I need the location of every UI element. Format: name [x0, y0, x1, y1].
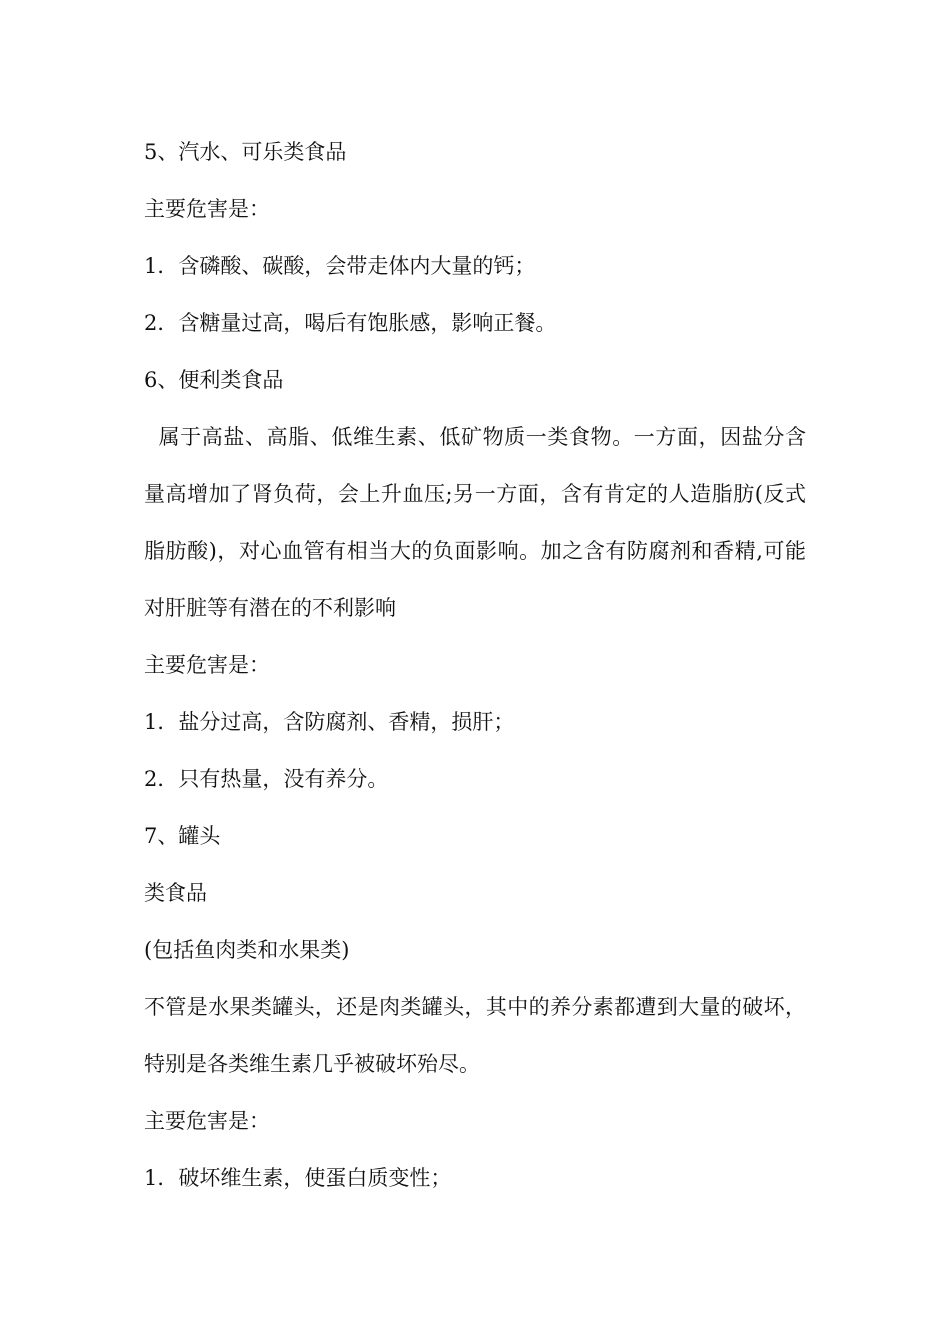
hazard-item: 2．只有热量，没有养分。 — [144, 767, 389, 791]
section-heading-5: 5、汽水、可乐类食品 — [144, 140, 347, 164]
hazard-item: 1．破坏维生素，使蛋白质变性； — [144, 1166, 452, 1190]
section-heading-7: 7、罐头 — [144, 824, 221, 848]
section-heading-6: 6、便利类食品 — [144, 368, 284, 392]
hazard-item: 1．含磷酸、碳酸，会带走体内大量的钙； — [144, 254, 536, 278]
section-subheading: (包括鱼肉类和水果类) — [144, 938, 350, 962]
hazard-heading: 主要危害是： — [144, 653, 270, 677]
hazard-heading: 主要危害是： — [144, 197, 270, 221]
hazard-item: 1．盐分过高，含防腐剂、香精，损肝； — [144, 710, 515, 734]
document-body — [144, 124, 806, 1207]
section-heading-7-continued: 类食品 — [144, 881, 207, 905]
body-paragraph: 属于高盐、高脂、低维生素、低矿物质一类食物。一方面，因盐分含量高增加了肾负荷，会上升血压;另一方面，含有肯定的人造脂肪(反式脂肪酸)，对心血管有相当大的负面影响。加之含有防腐剂和香精,可能对肝脏等有潜在的不利影响 — [144, 425, 806, 620]
body-paragraph: 不管是水果类罐头，还是肉类罐头，其中的养分素都遭到大量的破坏，特别是各类维生素几乎被破坏殆尽。 — [144, 995, 806, 1076]
hazard-heading: 主要危害是： — [144, 1109, 270, 1133]
hazard-item: 2．含糖量过高，喝后有饱胀感，影响正餐。 — [144, 311, 557, 335]
